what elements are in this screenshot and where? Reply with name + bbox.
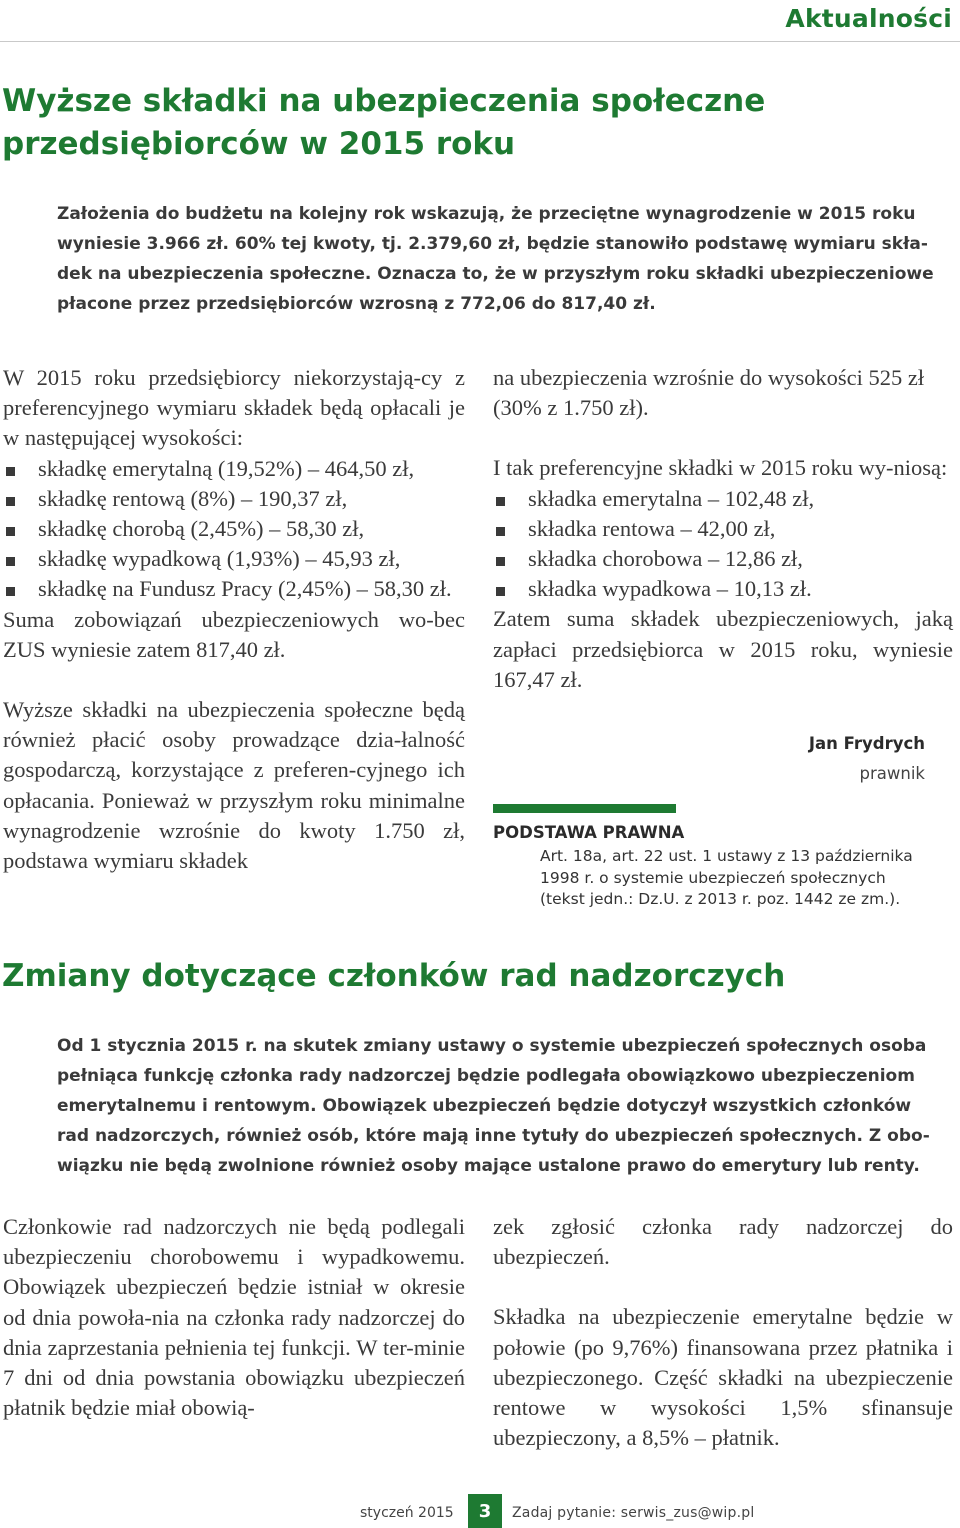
intro-paragraph: W 2015 roku przedsiębiorcy niekorzystają-cy z preferencyjnego wymiaru składek będą opłacali je w następującej wysokości: xyxy=(3,365,465,451)
article1-lead xyxy=(57,199,957,319)
lead-line: Od 1 stycznia 2015 r. na skutek zmiany ustawy o systemie ubezpieczeń społecznych osoba xyxy=(57,1036,927,1056)
list-item: składkę emerytalną (19,52%) – 464,50 zł, xyxy=(3,454,465,484)
list-item: składka wypadkowa – 10,13 zł. xyxy=(493,574,953,604)
article2-right-column xyxy=(493,1212,953,1453)
lead-line: rad nadzorczych, również osób, które mają inne tytuły do ubezpieczeń społecznych. Z obo- xyxy=(57,1126,930,1146)
footer-contact: Zadaj pytanie: serwis_zus@wip.pl xyxy=(512,1505,755,1521)
sum-paragraph: Zatem suma składek ubezpieczeniowych, jaką zapłaci przedsiębiorca w 2015 roku, wyniesie 167,47 zł. xyxy=(493,606,953,692)
article1-title-line2: przedsiębiorców w 2015 roku xyxy=(2,126,516,162)
body-paragraph: Członkowie rad nadzorczych nie będą podlegali ubezpieczeniu chorobowemu i wypadkowemu. Obowiązek ubezpieczeń będzie istniał w okresie od dnia powoła-nia na członka rady nadzorczej do dnia zaprzestania pełnienia tej funkcji. W ter-minie 7 dni od dnia powstania obowiązku ubezpieczeń płatnik będzie miał obowią- xyxy=(3,1214,465,1421)
legal-line: (tekst jedn.: Dz.U. z 2013 r. poz. 1442 ze zm.). xyxy=(540,890,901,908)
list-item: składkę na Fundusz Pracy (2,45%) – 58,30 zł. xyxy=(3,574,465,604)
header-divider xyxy=(0,41,960,42)
continued-paragraph: zek zgłosić członka rady nadzorczej do ubezpieczeń. xyxy=(493,1214,953,1270)
legal-basis-title: PODSTAWA PRAWNA xyxy=(493,823,685,842)
section-label: Aktualności xyxy=(785,4,952,33)
legal-basis-bar xyxy=(493,804,676,813)
sum-paragraph: Suma zobowiązań ubezpieczeniowych wo-bec ZUS wyniesie zatem 817,40 zł. xyxy=(3,606,465,662)
list-item: składkę wypadkową (1,93%) – 45,93 zł, xyxy=(3,544,465,574)
list-item: składka emerytalna – 102,48 zł, xyxy=(493,484,953,514)
article2-left-column xyxy=(3,1212,465,1423)
legal-line: 1998 r. o systemie ubezpieczeń społecznych xyxy=(540,868,886,887)
list-item: składka chorobowa – 12,86 zł, xyxy=(493,544,953,574)
article1-left-column xyxy=(3,363,465,876)
article2-lead xyxy=(57,1031,957,1181)
list-item: składkę chorobą (2,45%) – 58,30 zł, xyxy=(3,514,465,544)
article1-title xyxy=(2,80,902,166)
article2-title: Zmiany dotyczące członków rad nadzorczych xyxy=(2,958,786,994)
legal-basis-text xyxy=(540,846,945,911)
lead-line: wiązku nie będą zwolnione również osoby mające ustalone prawo do emerytury lub renty. xyxy=(57,1156,920,1176)
article1-right-column xyxy=(493,363,953,695)
lead-line: dek na ubezpieczenia społeczne. Oznacza to, że w przyszłym roku składki ubezpieczeniowe xyxy=(57,264,934,284)
author-name: Jan Frydrych xyxy=(808,734,925,753)
author-signature xyxy=(809,732,925,792)
lead-line: emerytalnemu i rentowym. Obowiązek ubezpieczeń będzie dotyczył wszystkich członków xyxy=(57,1096,912,1116)
contribution-list xyxy=(3,454,465,605)
list-item: składkę rentową (8%) – 190,37 zł, xyxy=(3,484,465,514)
lead-line: płacone przez przedsiębiorców wzrosną z 772,06 do 817,40 zł. xyxy=(57,294,656,314)
article1-title-line1: Wyższe składki na ubezpieczenia społeczne xyxy=(2,83,766,119)
author-role: prawnik xyxy=(859,764,925,783)
lead-line: Założenia do budżetu na kolejny rok wskazują, że przeciętne wynagrodzenie w 2015 roku xyxy=(57,204,916,224)
body-paragraph: Wyższe składki na ubezpieczenia społeczne będą również płacić osoby prowadzące dzia-łalność gospodarczą, korzystające z preferen-cyjnego ich opłacania. Ponieważ w przyszłym roku minimalne wynagrodzenie wzrośnie do kwoty 1.750 zł, podstawa wymiaru składek xyxy=(3,697,465,874)
lead-line: wyniesie 3.966 zł. 60% tej kwoty, tj. 2.379,60 zł, będzie stanowiło podstawę wymiaru skła- xyxy=(57,234,928,254)
preferential-list xyxy=(493,484,953,605)
intro-paragraph: I tak preferencyjne składki w 2015 roku wy-niosą: xyxy=(493,455,948,481)
continued-paragraph: na ubezpieczenia wzrośnie do wysokości 525 zł (30% z 1.750 zł). xyxy=(493,365,925,421)
list-item: składka rentowa – 42,00 zł, xyxy=(493,514,953,544)
lead-line: pełniąca funkcję członka rady nadzorczej będzie podlegała obowiązkowo ubezpieczeniom xyxy=(57,1066,915,1086)
body-paragraph: Składka na ubezpieczenie emerytalne będzie w połowie (po 9,76%) finansowana przez płatnika i ubezpieczonego. Część składki na ubezpieczenie rentowe w wysokości 1,5% sfinansuje ubezpieczony, a 8,5% – płatnik. xyxy=(493,1304,953,1451)
footer-date: styczeń 2015 xyxy=(360,1505,454,1521)
page-number: 3 xyxy=(468,1494,502,1528)
legal-line: Art. 18a, art. 22 ust. 1 ustawy z 13 października xyxy=(540,847,913,865)
